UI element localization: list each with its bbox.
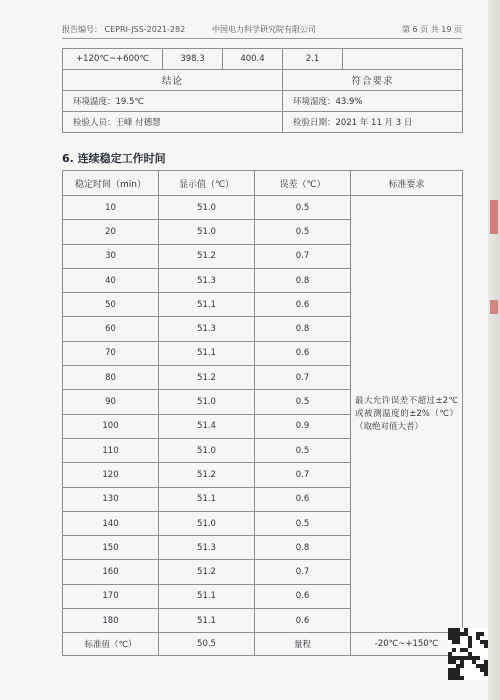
error-cell: 0.6 (255, 487, 351, 511)
error-cell: 0.6 (255, 584, 351, 608)
stability-table (62, 170, 463, 656)
ambient-humidity: 环境湿度：43.9% (283, 91, 463, 112)
error-cell: 0.8 (255, 268, 351, 292)
display-value-cell: 51.2 (159, 463, 255, 487)
error-cell: 0.5 (255, 511, 351, 535)
table-row (63, 196, 463, 220)
conclusion-row (63, 70, 463, 91)
display-value-cell: 51.1 (159, 293, 255, 317)
error-cell: 0.7 (255, 560, 351, 584)
time-cell: 60 (63, 317, 159, 341)
standard-value: 50.5 (159, 633, 255, 656)
display-value-cell: 51.2 (159, 244, 255, 268)
time-cell: 160 (63, 560, 159, 584)
error-cell: 0.6 (255, 341, 351, 365)
inspection-date: 检验日期：2021 年 11 月 3 日 (283, 112, 463, 133)
value-cell-2: 400.4 (223, 49, 283, 70)
display-value-cell: 51.1 (159, 487, 255, 511)
time-cell: 130 (63, 487, 159, 511)
standard-value-label: 标准值（℃） (63, 633, 159, 656)
standard-value-row (63, 633, 463, 656)
report-number: 报告编号： CEPRI-JSS-2021-282 (62, 25, 186, 34)
requirement-cell: 最大允许误差不超过±2℃或被测温度的±2%（℃）（取绝对值大者） (351, 196, 463, 633)
organization-name: 中国电力科学研究院有限公司 (212, 25, 316, 34)
scan-edge (488, 0, 500, 700)
conclusion-label: 结论 (63, 70, 283, 91)
qr-module (468, 644, 472, 648)
qr-module (480, 632, 484, 636)
empty-cell (343, 49, 463, 70)
red-stamp-fragment (490, 200, 498, 234)
time-cell: 110 (63, 438, 159, 462)
table-header-row (63, 171, 463, 196)
qr-module (476, 656, 480, 660)
error-cell: 0.5 (255, 438, 351, 462)
error-cell: 0.5 (255, 220, 351, 244)
time-cell: 140 (63, 511, 159, 535)
qr-module (460, 676, 464, 680)
display-value-cell: 51.3 (159, 317, 255, 341)
error-cell: 0.6 (255, 609, 351, 633)
display-value-cell: 51.1 (159, 609, 255, 633)
time-cell: 80 (63, 366, 159, 390)
error-cell: 0.8 (255, 536, 351, 560)
error-cell: 0.8 (255, 317, 351, 341)
error-cell: 0.9 (255, 414, 351, 438)
page-header (62, 24, 462, 38)
display-value-cell: 51.0 (159, 511, 255, 535)
display-value-cell: 51.1 (159, 341, 255, 365)
section-title: 6. 连续稳定工作时间 (62, 152, 166, 165)
time-cell: 70 (63, 341, 159, 365)
inspectors: 检验人员：王峰 付德慧 (63, 112, 283, 133)
result-summary-table (62, 48, 463, 133)
col-header-requirement: 标准要求 (351, 171, 463, 196)
inspection-row (63, 112, 463, 133)
range-label: 量程 (255, 633, 351, 656)
error-cell: 0.5 (255, 196, 351, 220)
col-header-time: 稳定时间（min） (63, 171, 159, 196)
ambient-temperature: 环境温度：19.5℃ (63, 91, 283, 112)
display-value-cell: 51.0 (159, 220, 255, 244)
time-cell: 10 (63, 196, 159, 220)
header-divider (62, 38, 462, 39)
qr-module (456, 640, 460, 644)
time-cell: 40 (63, 268, 159, 292)
error-cell: 0.7 (255, 463, 351, 487)
display-value-cell: 51.3 (159, 536, 255, 560)
time-cell: 30 (63, 244, 159, 268)
stability-table-body (63, 196, 463, 633)
error-cell: 0.5 (255, 390, 351, 414)
display-value-cell: 51.2 (159, 560, 255, 584)
col-header-display: 显示值（℃） (159, 171, 255, 196)
time-cell: 100 (63, 414, 159, 438)
display-value-cell: 51.0 (159, 438, 255, 462)
time-cell: 20 (63, 220, 159, 244)
time-cell: 90 (63, 390, 159, 414)
error-cell: 0.7 (255, 244, 351, 268)
page-info: 第 6 页 共 19 页 (402, 25, 462, 34)
value-cell-1: 398.3 (163, 49, 223, 70)
environment-row (63, 91, 463, 112)
range-row (63, 49, 463, 70)
col-header-error: 误差（℃） (255, 171, 351, 196)
time-cell: 180 (63, 609, 159, 633)
display-value-cell: 51.1 (159, 584, 255, 608)
value-cell-3: 2.1 (283, 49, 343, 70)
conclusion-value: 符合要求 (283, 70, 463, 91)
display-value-cell: 51.0 (159, 390, 255, 414)
time-cell: 150 (63, 536, 159, 560)
error-cell: 0.7 (255, 366, 351, 390)
display-value-cell: 51.4 (159, 414, 255, 438)
time-cell: 170 (63, 584, 159, 608)
range-cell: +120℃~+600℃ (63, 49, 163, 70)
display-value-cell: 51.3 (159, 268, 255, 292)
red-stamp-fragment (490, 300, 498, 314)
display-value-cell: 51.2 (159, 366, 255, 390)
display-value-cell: 51.0 (159, 196, 255, 220)
qr-module (460, 664, 464, 668)
error-cell: 0.6 (255, 293, 351, 317)
time-cell: 120 (63, 463, 159, 487)
range-value: -20℃~+150℃ (351, 633, 463, 656)
qr-module (452, 648, 456, 652)
time-cell: 50 (63, 293, 159, 317)
